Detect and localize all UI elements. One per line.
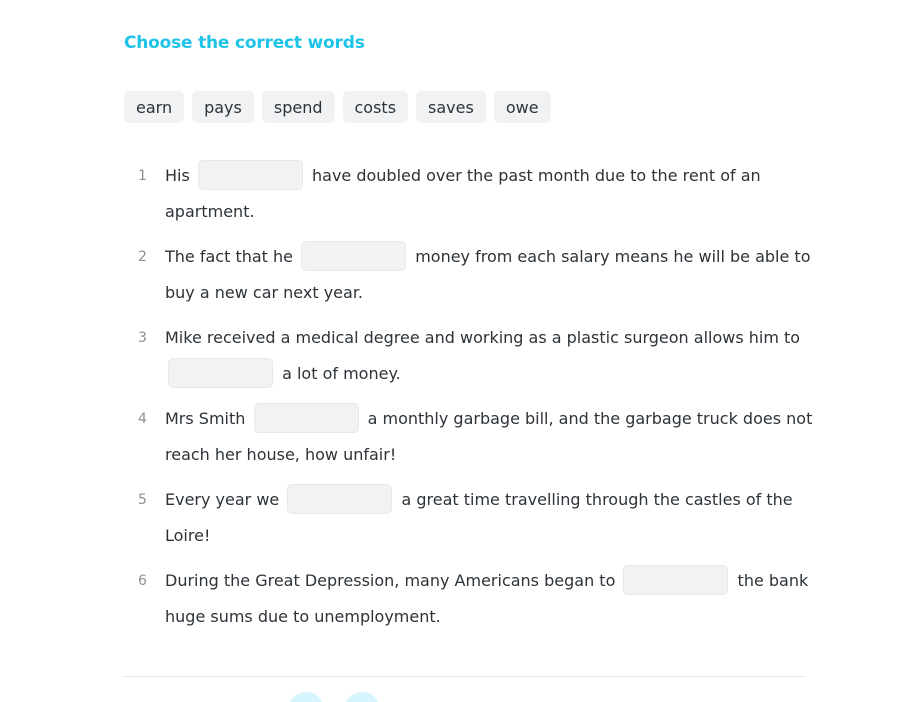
word-chip-owe[interactable]: owe (494, 91, 551, 123)
footer-circle-button[interactable] (344, 692, 380, 702)
question-text-after: a lot of money. (282, 364, 401, 383)
question-text-after: a monthly garbage bill, and the garbage truck does not reach her house, how unfair! (165, 409, 813, 464)
word-chip-earn[interactable]: earn (124, 91, 184, 123)
question-number: 4 (138, 411, 147, 427)
question-text-after: a great time travelling through the castles of the Loire! (165, 490, 793, 545)
exercise-title: Choose the correct words (124, 33, 365, 53)
answer-blank[interactable] (287, 484, 392, 514)
word-chip-pays[interactable]: pays (192, 91, 254, 123)
question-number: 5 (138, 492, 147, 508)
answer-blank[interactable] (301, 241, 406, 271)
answer-blank[interactable] (254, 403, 359, 433)
question-number: 1 (138, 168, 147, 184)
question-number: 2 (138, 249, 147, 265)
word-bank (124, 91, 551, 123)
answer-blank[interactable] (623, 565, 728, 595)
question-text-before: The fact that he (165, 247, 293, 266)
question-item (124, 563, 814, 635)
question-number: 3 (138, 330, 147, 346)
footer-divider (124, 676, 804, 677)
question-text-before: During the Great Depression, many Americans began to (165, 571, 616, 590)
question-list (124, 158, 814, 644)
question-text-before: Mrs Smith (165, 409, 246, 428)
word-chip-saves[interactable]: saves (416, 91, 486, 123)
answer-blank[interactable] (198, 160, 303, 190)
word-chip-costs[interactable]: costs (343, 91, 409, 123)
question-text-before: His (165, 166, 190, 185)
footer-circle-button[interactable] (288, 692, 324, 702)
question-item (124, 158, 814, 230)
question-text-after: have doubled over the past month due to the rent of an apartment. (165, 166, 761, 221)
question-item (124, 401, 814, 473)
word-chip-spend[interactable]: spend (262, 91, 335, 123)
answer-blank[interactable] (168, 358, 273, 388)
question-text-before: Every year we (165, 490, 280, 509)
question-item (124, 482, 814, 554)
question-text-after: the bank huge sums due to unemployment. (165, 571, 809, 626)
question-text-after: money from each salary means he will be able to buy a new car next year. (165, 247, 811, 302)
question-number: 6 (138, 573, 147, 589)
question-item (124, 239, 814, 311)
question-text-before: Mike received a medical degree and working as a plastic surgeon allows him to (165, 328, 801, 347)
question-item (124, 320, 814, 392)
